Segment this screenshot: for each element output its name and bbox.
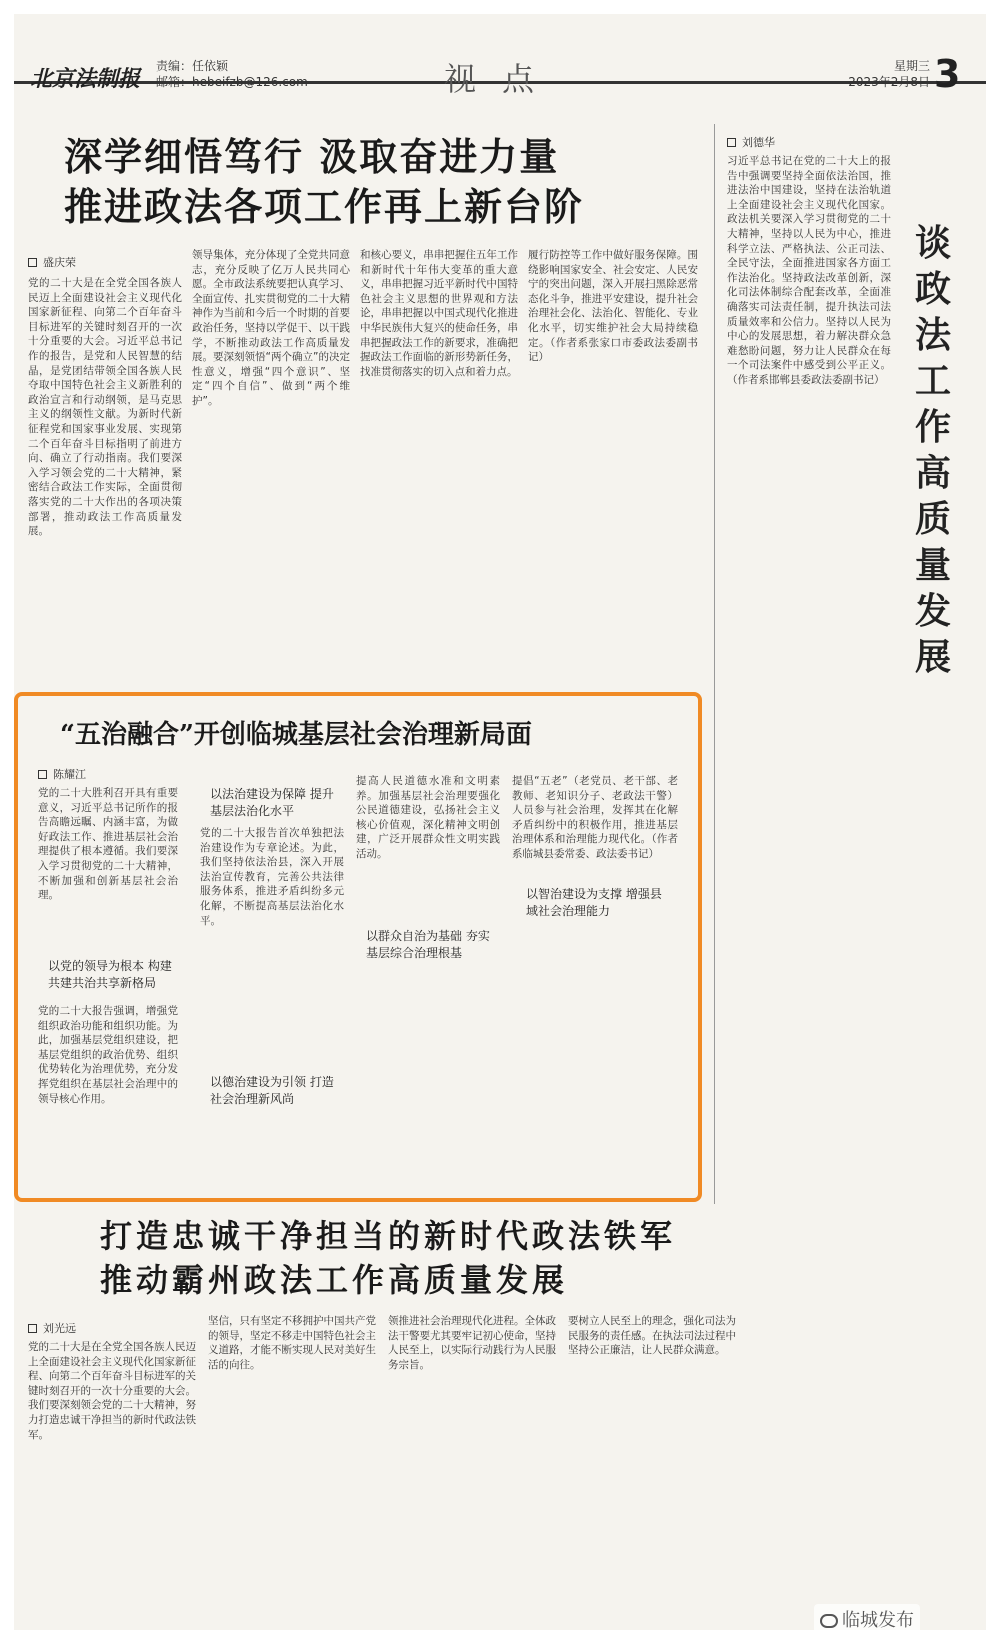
article2-subhead-4: 以德治建设为引领 打造社会治理新风尚: [210, 1075, 334, 1106]
article3-column-4: 要树立人民至上的理念，强化司法为民服务的责任感。在执法司法过程中坚持公正廉洁，让人民群众满意。: [568, 1315, 736, 1357]
sidebar-article: [714, 124, 974, 1204]
article2-column-4: 提倡“五老”（老党员、老干部、老教师、老知识分子、老政法干警）人员参与社会治理，发挥其在化解矛盾纠纷中的积极作用，推进基层治理体系和治理能力现代化。（作者系临城县委常委、政法委书记）: [512, 775, 678, 860]
article2-subhead-5: 以智治建设为支撑 增强县域社会治理能力: [526, 887, 662, 918]
editor-name: 责编：任依颖: [156, 59, 229, 73]
newspaper-page: [14, 14, 986, 1630]
byline-box-icon: [38, 770, 47, 779]
section-title: 视点: [444, 60, 561, 98]
article3-byline: 刘光远: [28, 1320, 76, 1336]
article2-column-1b: 党的二十大报告强调，增强党组织政治功能和组织功能。为此，加强基层党组织建设，把基层党组织的政治优势、组织优势转化为治理优势，充分发挥党组织在基层社会治理中的领导核心作用。: [38, 1005, 178, 1105]
article1-column-4: 履行防控等工作中做好服务保障。围绕影响国家安全、社会安定、人民安宁的突出问题，深入开展扫黑除恶常态化斗争，推进平安建设，提升社会治理社会化、法治化、智能化、专业化水平，切实维护社会大局持续稳定。（作者系张家口市委政法委副书记）: [528, 249, 698, 364]
article1-byline: 盛庆荣: [28, 254, 76, 270]
sidebar-vertical-title: 谈政法工作高质量发展: [914, 222, 951, 678]
byline-box-icon: [28, 1324, 37, 1333]
article1-headline-line1: 深学细悟笃行 汲取奋进力量: [64, 135, 560, 179]
article3-column-2: 坚信，只有坚定不移拥护中国共产党的领导，坚定不移走中国特色社会主义道路，才能不断实现人民对美好生活的向往。: [208, 1315, 376, 1371]
article2-byline: 陈耀江: [38, 766, 86, 782]
article3-headline: [100, 1214, 720, 1302]
article3-headline-line2: 推动霸州政法工作高质量发展: [100, 1261, 569, 1299]
editor-info: [156, 58, 308, 90]
article2-column-2: 党的二十大报告首次单独把法治建设作为专章论述。为此，我们坚持依法治县，深入开展法治宣传教育，完善公共法律服务体系，推进矛盾纠纷多元化解，不断提高基层法治化水平。: [200, 827, 344, 927]
article3-column-1: 党的二十大是在全党全国各族人民迈上全面建设社会主义现代化国家新征程、向第二个百年奋斗目标进军的关键时刻召开的一次十分重要的大会。我们要深刻领会党的二十大精神，努力打造忠诚干净担当的新时代政法铁军。: [28, 1341, 196, 1441]
article3-headline-line1: 打造忠诚干净担当的新时代政法铁军: [100, 1217, 677, 1255]
newspaper-logo: 北京法制报: [30, 66, 141, 92]
masthead: [14, 14, 986, 98]
sidebar-text: 习近平总书记在党的二十大上的报告中强调要坚持全面依法治国，推进法治中国建设，坚持在法治轨道上全面建设社会主义现代化国家。政法机关要深入学习贯彻党的二十大精神，坚持以人民为中心，推进科学立法、严格执法、公正司法、全民守法，全面推进国家各方面工作法治化。坚持政法改革创新，深化司法体制综合配套改革，全面准确落实司法责任制，提升执法司法质量效率和公信力。坚持以人民为中心的发展思想，着力解决群众急难愁盼问题，努力让人民群众在每一个司法案件中感受到公平正义。（作者系邯郸县委政法委副书记）: [727, 155, 891, 386]
article1-headline-line2: 推进政法各项工作再上新台阶: [64, 185, 585, 229]
article2-subhead-3: 以群众自治为基础 夯实基层综合治理根基: [366, 929, 490, 960]
article2-subhead-2: 以法治建设为保障 提升基层法治化水平: [210, 787, 334, 818]
weekday: 星期三: [893, 59, 930, 73]
article2-column-1a: 党的二十大胜利召开具有重要意义，习近平总书记所作的报告高瞻远瞩、内涵丰富，为做好政法工作、推进基层社会治理提供了根本遵循。我们要深入学习贯彻党的二十大精神，不断加强和创新基层社会治理。: [38, 787, 178, 902]
watermark: 临城发布: [814, 1604, 920, 1630]
byline-box-icon: [727, 138, 736, 147]
article1-headline: [64, 132, 704, 232]
byline-box-icon: [28, 258, 37, 267]
article2-subhead-1: 以党的领导为根本 构建共建共治共享新格局: [48, 959, 172, 990]
chat-bubble-icon: [820, 1614, 838, 1628]
article1-column-1: 党的二十大是在全党全国各族人民迈上全面建设社会主义现代化国家新征程、向第二个百年奋斗目标进军的关键时刻召开的一次十分重要的大会。习近平总书记作的报告，是党和人民智慧的结晶，是党团结带领全国各族人民夺取中国特色社会主义新胜利的政治宣言和行动纲领，是马克思主义的纲领性文献。为新时代新征程党和国家事业发展、实现第二个百年奋斗目标指明了前进方向、确立了行动指南。我们要深入学习领会党的二十大精神，紧密结合政法工作实际，全面贯彻落实党的二十大作出的各项决策部署，推动政法工作高质量发展。: [28, 277, 182, 538]
editor-email: 邮箱：hebeifzb@126.com: [156, 75, 308, 89]
article1-column-3: 和核心要义，串串把握住五年工作和新时代十年伟大变革的重大意义，串串把握习近平新时代中国特色社会主义思想的世界观和方法论，串串把握以中国式现代化推进中华民族伟大复兴的使命任务，串串把握政法工作的新要求，准确把握政法工作面临的新形势新任务，找准贯彻落实的切入点和着力点。: [360, 249, 518, 378]
sidebar-byline: 刘德华: [727, 134, 775, 150]
date-info: [840, 58, 930, 90]
article1-column-2: 领导集体，充分体现了全党共同意志，充分反映了亿万人民共同心愿。全市政法系统要把认真学习、全面宣传、扎实贯彻党的二十大精神作为当前和今后一个时期的首要政治任务，坚持以学促干、以干践学，不断推动政法工作高质量发展。要深刻领悟“两个确立”的决定性意义，增强“四个意识”、坚定“四个自信”、做到“两个维护”。: [192, 249, 350, 407]
article3-column-3: 领推进社会治理现代化进程。全体政法干警要尤其要牢记初心使命，坚持人民至上，以实际行动践行为人民服务宗旨。: [388, 1315, 556, 1371]
article2-column-3: 提高人民道德水准和文明素养。加强基层社会治理要强化公民道德建设，弘扬社会主义核心价值观，深化精神文明创建，广泛开展群众性文明实践活动。: [356, 775, 500, 860]
article2-headline: “五治融合”开创临城基层社会治理新局面: [60, 720, 532, 750]
page-number: 3: [934, 52, 961, 96]
date: 2023年2月8日: [848, 75, 930, 89]
